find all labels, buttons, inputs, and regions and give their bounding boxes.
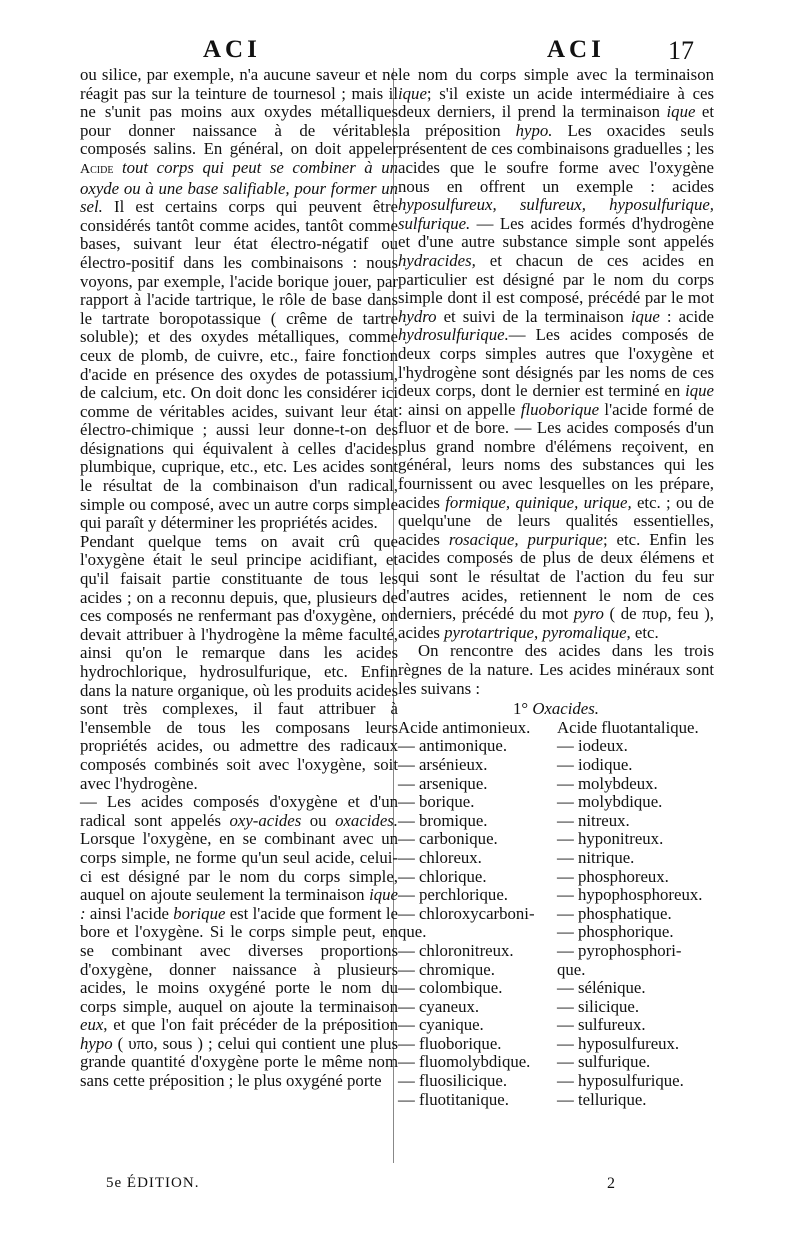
italic-term: ique : [80, 885, 398, 923]
italic-term: rosacique, purpurique [448, 529, 603, 549]
page-number: 17 [668, 36, 694, 65]
small-caps-term: Acide [80, 161, 114, 177]
text-span: et la préposition [398, 102, 714, 140]
table-title-text: Oxacides. [532, 699, 599, 719]
italic-term: eux [80, 1015, 104, 1035]
running-header-right: ACI [547, 36, 605, 63]
italic-term: borique [173, 903, 226, 923]
text-span: ( υπο, sous ) ; celui qui contient une plus grande quantité d'oxygène porte le même nom sans cette préposition ; le plus oxygéné porte [80, 1033, 398, 1091]
acid-list-left [398, 719, 555, 1109]
italic-term: oxy-acides [229, 810, 302, 830]
text-span: Il est certains corps qui peuvent être considérés tantôt comme acides, tantôt comme bases, suivant leur état électro-négatif ou électro-positif dans les combinaisons : nous voyons, par exemple, l'acide borique jouer, par rapport à l'acide tartrique, le rôle de base dans le tartrate boropotassique ( crême de tartre soluble); et des oxydes métalliques, comme ceux de plomb, de cuivre, etc., faire fonction d'acide en présence des oxydes de potassium, de calcium, etc. On doit donc les considérer ici comme de véritables acides, suivant leur état électro-chimique ; aussi leur donne-t-on des désignations qui équivalent à celles d'acides plumbique, cuprique, etc., etc. Les acides sont le résultat de la combinaison d'un radical, simple ou composé, avec un autre corps simple qui paraît y déterminer les propriétés acides. [80, 197, 398, 533]
text-span: ou [301, 810, 336, 830]
acid-list-item: Acide antimonieux. [398, 717, 531, 737]
acid-list-item: — fluoborique. [398, 1033, 502, 1053]
text-span: , etc. [626, 622, 659, 642]
right-paragraph-2: On rencontre des acides dans les trois règnes de la nature. Les acides minéraux sont les suivans : [398, 641, 714, 698]
signature-mark: 2 [607, 1175, 615, 1192]
acid-list-item: — hyposulfureux. [557, 1033, 680, 1053]
acid-list-item: — pyrophosphori- [557, 940, 682, 960]
left-column [80, 66, 398, 1091]
acid-list-item: — colombique. [398, 978, 503, 998]
acid-list-item: que. [557, 959, 586, 979]
text-span: ; s'il existe un acide intermédiaire à ces deux derniers, il prend la terminaison [398, 83, 714, 122]
italic-term: oxacides. [335, 810, 398, 830]
text-span: l'acide formé de fluor et de bore. — Les acides composés d'un plus grand nombre d'élémens reçoivent, en général, leurs noms des substances qui les fournissent ou avec lesquelles on les prépare, acides [398, 399, 715, 512]
table-title [398, 700, 714, 719]
acid-list-item: — fluosilicique. [398, 1071, 508, 1091]
text-span: Lorsque l'oxygène, en se combinant avec un corps simple, ne forme qu'un seul acide, celui-ci est désigné par le nom du corps simple, auquel on ajoute seulement la terminaison [80, 829, 398, 905]
text-span: ou silice, par exemple, n'a aucune saveur et ne réagit pas sur la teinture de tournesol ; mais il ne s'unit pas moins aux oxydes métalliques pour donner naissance à de véritables composés salins. En général, on doit appeler [80, 65, 398, 159]
acid-list-right [555, 719, 714, 1109]
acid-list-item: — chlorique. [398, 866, 487, 886]
text-span: — Les acides composés de deux corps simples autres que l'oxygène et l'hydrogène sont désignés par les noms de ces deux corps, dont le dernier est terminé en [398, 325, 714, 401]
acid-list-item: — cyanique. [398, 1015, 484, 1035]
acid-list-item: — silicique. [557, 996, 640, 1016]
acid-table [398, 719, 714, 1109]
acid-list-item: — fluomolybdique. [398, 1052, 531, 1072]
left-paragraph-3 [80, 793, 398, 1091]
acid-list-item: — carbonique. [398, 829, 498, 849]
text-span: etc. ; ou de quelqu'une de leurs qualités essentielles, acides [398, 492, 714, 549]
acid-list-item: — chloronitreux. [398, 940, 514, 960]
acid-list-item: Acide fluotantalique. [557, 717, 699, 737]
right-paragraph-1 [398, 66, 714, 642]
italic-term: hydro [398, 306, 437, 326]
italic-term: formique, quinique, urique, [445, 492, 632, 512]
text-span: est l'acide que forment le bore et l'oxygène. Si le corps simple peut, en se combinant avec diverses proportions d'oxygène, donner naissance à plusieurs acides, le moins oxygéné porte le nom du corps simple, auquel on ajoute la terminaison [80, 903, 398, 1016]
italic-term: ique [398, 83, 427, 103]
italic-term: hydracides, [398, 250, 476, 270]
acid-list-item: — molybdique. [557, 792, 663, 812]
text-span: : ainsi on appelle [398, 399, 521, 419]
text-span: , et que l'on fait précéder de la préposition [103, 1015, 398, 1035]
acid-list-item: — phosphoreux. [557, 866, 669, 886]
italic-definition: tout corps qui peut se combiner à un oxyde ou à une base salifiable, pour former un sel. [80, 157, 398, 217]
italic-term: hydrosulfurique. [398, 325, 509, 345]
acid-list-item: — sulfurique. [557, 1052, 651, 1072]
text-span: — Les acides formés d'hydrogène et d'une autre substance simple sont appelés [398, 213, 714, 252]
acid-list-item: — borique. [398, 792, 475, 812]
acid-list-item: — tellurique. [557, 1089, 647, 1109]
acid-list-item: — fluotitanique. [398, 1089, 509, 1109]
acid-list-item: — iodique. [557, 754, 633, 774]
acid-list-item: — hyponitreux. [557, 829, 664, 849]
acid-list-item: — hypophosphoreux. [557, 885, 703, 905]
text-span: ainsi l'acide [85, 903, 174, 923]
italic-term: pyromalique [542, 622, 627, 642]
italic-term: hyposulfureux, sulfureux, hyposulfurique, sulfurique. [398, 195, 714, 233]
italic-term: pyrotartrique [444, 622, 534, 642]
italic-term: hypo [80, 1033, 113, 1053]
acid-list-item: — antimonique. [398, 736, 508, 756]
acid-list-item: — chloroxycarboni- [398, 903, 535, 923]
italic-term: ique [630, 306, 660, 326]
text-span: et suivi de la terminaison [436, 306, 631, 326]
acid-list-item: que. [398, 922, 427, 942]
left-paragraph-1 [80, 66, 398, 533]
italic-term: ique [685, 381, 714, 401]
text-span: le nom du corps simple avec la terminaison [398, 65, 714, 84]
text-span: , [533, 622, 543, 642]
running-header-left: ACI [203, 36, 261, 63]
acid-list-item: — nitreux. [557, 810, 630, 830]
acid-list-item: — chromique. [398, 959, 495, 979]
acid-list-item: — bromique. [398, 810, 488, 830]
left-paragraph-2: Pendant quelque tems on avait crû que l'oxygène était le seul principe acidifiant, et qu'il faisait partie constituante de tous les acides ; on a reconnu depuis, que, plusieurs de ces composés ne renfermant pas d'oxygène, on devait attribuer à l'hydrogène la même faculté, ainsi qu'on le remarque dans les acides hydrochlorique, hydrosulfurique, etc. Enfin dans la nature organique, où les produits acides sont très complexes, il faut attribuer à l'ensemble de tous les composans leurs propriétés acides, ou admettre des radicaux composés combinés soit avec l'oxygène, soit avec l'hydrogène. [80, 531, 398, 793]
italic-term: fluoborique [520, 399, 600, 419]
italic-term: hypo. [515, 120, 553, 140]
acid-list-item: — chloreux. [398, 847, 482, 867]
text-span: ( de πυρ, feu ), acides [398, 604, 715, 642]
acid-list-item: — hyposulfurique. [557, 1071, 684, 1091]
edition-footer: 5e ÉDITION. [106, 1175, 200, 1191]
acid-list-item: — arsénieux. [398, 754, 488, 774]
acid-list-item: — molybdeux. [557, 773, 658, 793]
text-span: ; etc. Enfin les acides composés de plus de deux élémens et qui sont le résultat de l'action du feu sur d'autres acides, retiennent le nom de ces derniers, précédé du mot [398, 529, 715, 624]
table-title-number: 1° [513, 699, 529, 719]
acid-list-item: — phosphorique. [557, 922, 674, 942]
text-span: Les oxacides seuls présentent de ces combinaisons graduelles ; les acides que le soufre forme avec l'oxygène nous en offrent un exemple : acides [398, 120, 714, 196]
acid-list-item: — nitrique. [557, 847, 635, 867]
italic-term: ique [666, 102, 696, 122]
acid-list-item: — sélénique. [557, 978, 646, 998]
right-column [398, 66, 714, 1109]
acid-list-item: — perchlorique. [398, 885, 508, 905]
acid-list-item: — phosphatique. [557, 903, 672, 923]
text-span: et chacun de ces acides en particulier est désigné par le nom du corps simple dont il est composé, précédé par le mot [398, 250, 714, 308]
acid-list-item: — sulfureux. [557, 1015, 646, 1035]
text-span: — Les acides composés d'oxygène et d'un radical sont appelés [80, 792, 398, 830]
italic-term: pyro [573, 604, 604, 624]
acid-list-item: — arsenique. [398, 773, 488, 793]
acid-list-item: — cyaneux. [398, 996, 480, 1016]
text-span: : acide [659, 306, 714, 326]
acid-list-item: — iodeux. [557, 736, 628, 756]
